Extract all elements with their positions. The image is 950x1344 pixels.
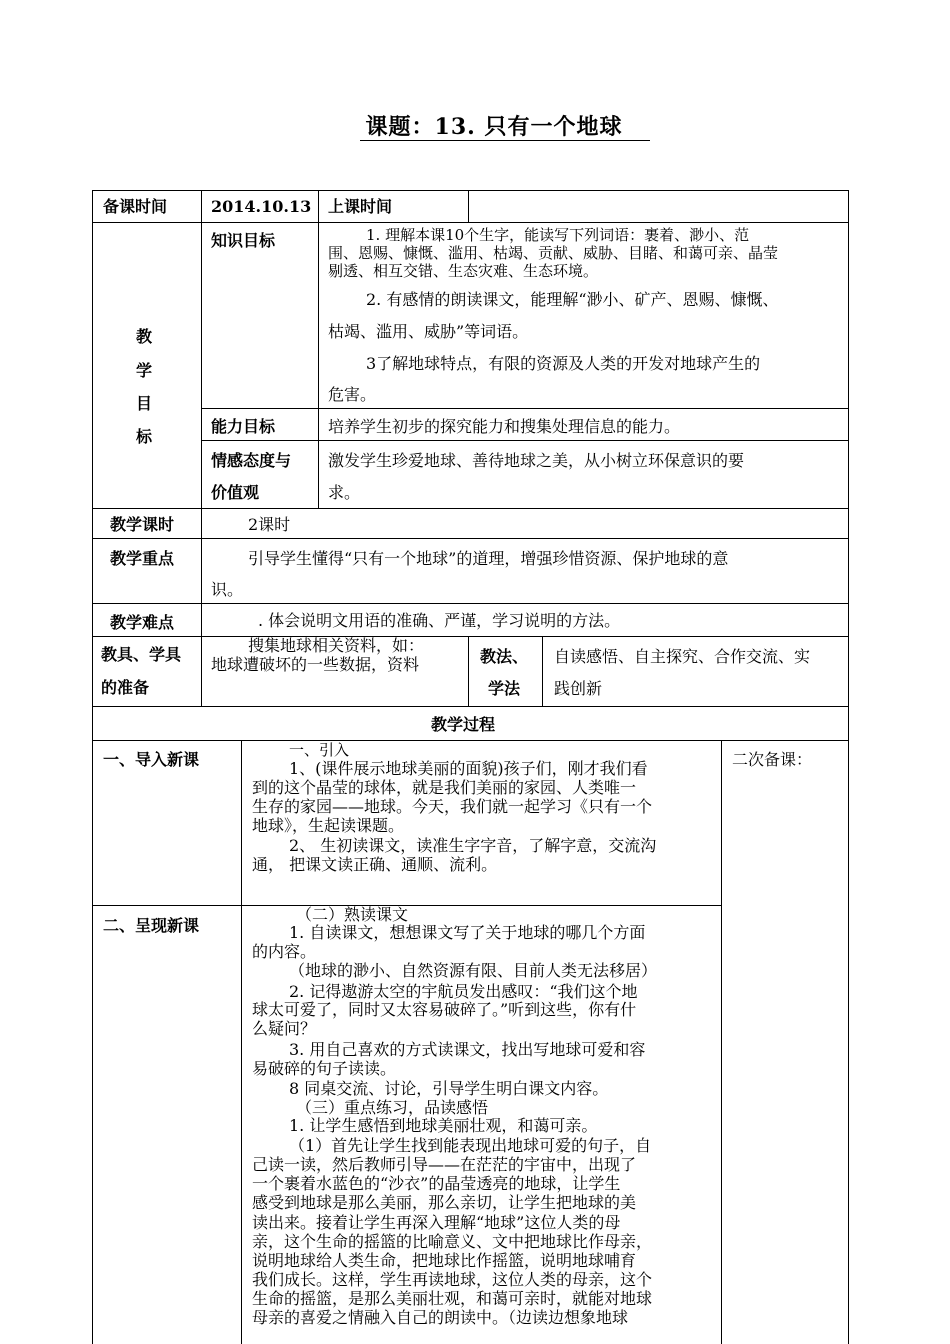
knowledge-goal-text: 枯竭、滥用、威胁”等词语。 <box>328 322 529 341</box>
prep-time-label: 备课时间 <box>103 197 168 216</box>
second-prep-label: 二次备课： <box>732 750 813 769</box>
new-lesson-line: 读出来。接着让学生再深入理解“地球”这位人类的母 <box>252 1213 621 1232</box>
new-lesson-line: 生命的摇篮，是那么美丽壮观，和蔼可亲时，就能对地球 <box>252 1289 653 1308</box>
intro-text: 一、引入 <box>289 741 350 759</box>
goals-label: 目 <box>136 394 153 413</box>
class-time-label: 上课时间 <box>328 197 393 216</box>
new-lesson-line: （二）熟读课文 <box>296 905 409 924</box>
table-border <box>92 190 848 191</box>
new-lesson-line: 己读一读，然后教师引导——在茫茫的宇宙中，出现了 <box>252 1155 637 1174</box>
knowledge-goal-text: 危害。 <box>328 385 377 404</box>
table-border <box>542 636 543 706</box>
intro-text: 地球》，生起读课题。 <box>252 816 405 835</box>
new-lesson-line: 母亲的喜爱之情融入自己的朗读中。（边读边想象地球 <box>252 1308 629 1327</box>
table-border <box>92 508 848 509</box>
table-border <box>92 222 848 223</box>
goals-label: 教 <box>136 327 153 346</box>
new-lesson-line: 3. 用自己喜欢的方式读课文，找出写地球可爱和容 <box>289 1040 646 1059</box>
method-label: 教法、 <box>480 647 529 666</box>
intro-text: 生存的家园——地球。今天，我们就一起学习《只有一个 <box>252 797 653 816</box>
table-border <box>318 190 319 508</box>
new-lesson-line: 亲，这个生命的摇篮的比喻意义、文中把地球比作母亲， <box>252 1232 653 1251</box>
new-lesson-line: 的内容。 <box>252 942 317 961</box>
new-lesson-line: 1. 让学生感悟到地球美丽壮观，和蔼可亲。 <box>289 1116 598 1135</box>
knowledge-goal-text: 2. 有感情的朗读课文，能理解“渺小、矿产、恩赐、慷慨、 <box>366 290 779 309</box>
tools-label: 教具、学具 <box>101 645 182 664</box>
section-new-lesson-label: 二、呈现新课 <box>103 916 200 935</box>
table-border <box>92 538 848 539</box>
table-border <box>92 740 848 741</box>
focus-text: 引导学生懂得“只有一个地球”的道理，增强珍惜资源、保护地球的意 <box>248 549 729 568</box>
new-lesson-line: 我们成长。这样，学生再读地球，这位人类的母亲，这个 <box>252 1270 653 1289</box>
table-border <box>468 636 469 706</box>
table-border <box>92 190 93 1344</box>
ability-goal-label: 能力目标 <box>211 417 276 436</box>
goals-label: 标 <box>136 427 153 446</box>
process-heading: 教学过程 <box>431 715 496 734</box>
new-lesson-line: 2. 记得遨游太空的宇航员发出感叹：“我们这个地 <box>289 982 638 1001</box>
hours-value: 2课时 <box>248 515 291 534</box>
knowledge-goal-text: 围、恩赐、慷慨、滥用、枯竭、贡献、威胁、目睹、和蔼可亲、晶莹 <box>328 244 779 262</box>
emotion-goal-text: 求。 <box>328 483 361 502</box>
table-border <box>92 636 848 637</box>
new-lesson-line: 1. 自读课文，想想课文写了关于地球的哪几个方面 <box>289 923 646 942</box>
new-lesson-line: 一个裹着水蓝色的“沙衣”的晶莹透亮的地球，让学生 <box>252 1174 621 1193</box>
table-border <box>201 408 848 409</box>
intro-text: 2、 生初读课文，读准生字字音，了解字意，交流沟 <box>289 836 657 855</box>
difficulty-text: . 体会说明文用语的准确、严谨，学习说明的方法。 <box>258 611 621 630</box>
tools-label: 的准备 <box>101 678 150 697</box>
knowledge-goal-label: 知识目标 <box>211 231 276 250</box>
table-border <box>848 190 849 1344</box>
new-lesson-line: 易破碎的句子读读。 <box>252 1059 397 1078</box>
page-title: 课题：13. 只有一个地球 <box>0 110 950 141</box>
intro-text: 1、(课件展示地球美丽的面貌)孩子们，刚才我们看 <box>289 759 648 778</box>
hours-label: 教学课时 <box>110 515 175 534</box>
table-border <box>92 706 848 707</box>
new-lesson-line: 么疑问？ <box>252 1019 317 1038</box>
new-lesson-line: （1）首先让学生找到能表现出地球可爱的句子，自 <box>289 1136 652 1155</box>
new-lesson-line: （地球的渺小、自然资源有限、目前人类无法移居） <box>289 961 658 980</box>
tools-text: 地球遭破坏的一些数据，资料 <box>211 655 420 674</box>
knowledge-goal-text: 1. 理解本课10个生字，能读写下列词语：裹着、渺小、范 <box>366 226 750 244</box>
table-border <box>201 190 202 706</box>
method-text: 践创新 <box>554 679 603 698</box>
goals-label: 学 <box>136 361 153 380</box>
new-lesson-line: 感受到地球是那么美丽，那么亲切，让学生把地球的美 <box>252 1193 637 1212</box>
table-border <box>721 740 722 1344</box>
prep-time-value: 2014.10.13 <box>211 197 312 216</box>
knowledge-goal-text: 3了解地球特点，有限的资源及人类的开发对地球产生的 <box>366 354 761 373</box>
emotion-goal-label: 情感态度与 <box>211 451 292 470</box>
focus-text: 识。 <box>211 580 244 599</box>
table-border <box>92 603 848 604</box>
table-border <box>241 740 242 1344</box>
new-lesson-line: 球太可爱了，同时又太容易破碎了。”听到这些，你有什 <box>252 1000 637 1019</box>
focus-label: 教学重点 <box>110 549 175 568</box>
knowledge-goal-text: 剔透、相互交错、生态灾难、生态环境。 <box>328 262 599 280</box>
intro-text: 到的这个晶莹的球体，就是我们美丽的家园、人类唯一 <box>252 778 637 797</box>
new-lesson-line: （三）重点练习，品读感悟 <box>296 1098 489 1117</box>
ability-goal-text: 培养学生初步的探究能力和搜集处理信息的能力。 <box>328 417 681 436</box>
method-text: 自读感悟、自主探究、合作交流、实 <box>554 647 811 666</box>
difficulty-label: 教学难点 <box>110 613 175 632</box>
table-border <box>468 190 469 222</box>
new-lesson-line: 说明地球给人类生命，把地球比作摇篮，说明地球哺育 <box>252 1251 637 1270</box>
intro-text: 通， 把课文读正确、通顺、流利。 <box>252 855 498 874</box>
table-border <box>201 440 848 441</box>
emotion-goal-text: 激发学生珍爱地球、善待地球之美，从小树立环保意识的要 <box>328 451 745 470</box>
method-label: 学法 <box>488 679 521 698</box>
emotion-goal-label: 价值观 <box>211 483 260 502</box>
section-intro-label: 一、导入新课 <box>103 750 200 769</box>
tools-text: 搜集地球相关资料，如： <box>248 636 425 655</box>
new-lesson-line: 8 同桌交流、讨论，引导学生明白课文内容。 <box>289 1079 609 1098</box>
